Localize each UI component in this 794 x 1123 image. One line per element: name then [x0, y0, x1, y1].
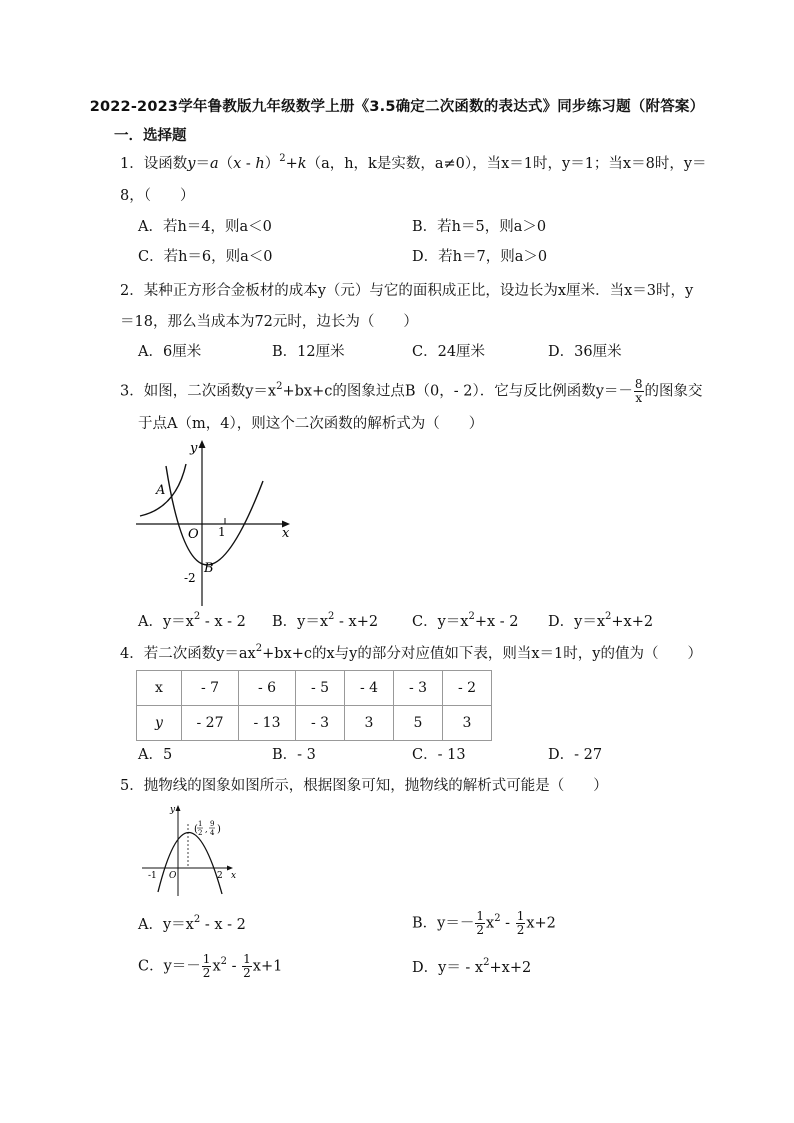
table-cell: y [137, 706, 182, 741]
q4-text-a: 4．若二次函数y＝ax [120, 646, 256, 662]
q5-vertex-paren-open: ( [194, 824, 198, 835]
q3-b-pre: B．y＝x [272, 614, 329, 630]
q5-b-sup: 2 [494, 912, 501, 924]
q4-text-b: +bx+c的x与y的部分对应值如下表，则当x＝1时，y的值为（ ） [262, 646, 702, 662]
q3-c-pre: C．y＝x [412, 614, 469, 630]
q1-exponent: 2 [279, 153, 286, 165]
q3-text-b: +bx+c的图象过点B（0，- 2）．它与反比例函数y＝－ [282, 383, 633, 400]
q5-a-pre: A．y＝x [138, 917, 194, 933]
q5-b-minus: - [500, 915, 515, 932]
q5-c-post: x+1 [252, 958, 283, 975]
q1-var-h: h [255, 156, 265, 172]
q3-option-c[interactable] [412, 613, 519, 631]
q1-number: 1． [120, 156, 144, 172]
q3-label-o: O [188, 527, 199, 542]
q2-option-b[interactable]: B．12厘米 [272, 344, 345, 360]
q5-x-arrow [227, 866, 233, 871]
q5-b-x: x [486, 915, 495, 932]
q1-option-c[interactable]: C．若h＝6，则a＜0 [138, 249, 273, 265]
q3-y-arrow [199, 440, 206, 448]
q3-label-b: B [204, 561, 214, 576]
q4-option-b[interactable]: B．- 3 [272, 747, 316, 763]
table-cell: - 5 [296, 671, 345, 706]
table-cell: - 3 [394, 671, 443, 706]
q3-frac-num: 8 [634, 377, 643, 391]
table-cell: - 13 [239, 706, 296, 741]
section-heading: 一．选择题 [114, 128, 187, 144]
q5-c-frac1-den: 2 [202, 966, 211, 980]
q2-option-d[interactable]: D．36厘米 [548, 344, 622, 360]
table-cell: - 7 [182, 671, 239, 706]
q5-vertex-paren-close: ) [217, 824, 221, 835]
q5-label-x: x [231, 871, 237, 881]
q3-d-post: +x+2 [611, 614, 654, 630]
q3-exponent: 2 [276, 380, 283, 392]
q5-a-post: - x - 2 [200, 917, 246, 933]
q1-minus: - [241, 156, 256, 172]
q3-label-a: A [156, 483, 166, 498]
q1-paren-close: ） [264, 156, 280, 172]
q5-line1: 5．抛物线的图象如图所示，根据图象可知，抛物线的解析式可能是（ ） [120, 778, 608, 794]
table-cell: - 6 [239, 671, 296, 706]
q1-line2: 8，（ ） [120, 188, 195, 204]
q4-option-d[interactable]: D．- 27 [548, 747, 603, 763]
q2-option-c[interactable]: C．24厘米 [412, 344, 486, 360]
table-row [137, 671, 492, 706]
q3-c-sup: 2 [468, 611, 475, 623]
q5-b-pre: B．y＝－ [412, 915, 475, 932]
q3-label-neg2: -2 [184, 571, 196, 585]
page-title: 2022-2023学年鲁教版九年级数学上册《3.5确定二次函数的表达式》同步练习题（附答案） [89, 99, 705, 115]
q5-a-sup: 2 [193, 914, 201, 926]
q3-b-post: - x+2 [334, 614, 379, 630]
table-cell: - 2 [443, 671, 492, 706]
q3-text-a: 3．如图，二次函数y＝x [120, 383, 277, 400]
q3-a-pre: A．y＝x [138, 614, 194, 630]
q4-option-c[interactable]: C．- 13 [412, 747, 466, 763]
q3-a-sup: 2 [193, 611, 201, 623]
q5-d-pre: D．y＝ - x [412, 960, 484, 976]
q5-d-sup: 2 [483, 957, 490, 969]
q1-condition: （a，h，k是实数，a≠0），当x＝1时，y＝1；当x＝8时，y＝ [306, 156, 707, 172]
q1-eq: ＝ [195, 156, 210, 172]
q3-fraction [634, 378, 644, 405]
q5-b-frac1-den: 2 [476, 923, 484, 937]
table-cell: - 27 [182, 706, 239, 741]
q4-line1 [120, 645, 702, 663]
q3-line1 [120, 378, 703, 405]
q1-var-a: a [209, 156, 219, 172]
q5-label-neg1: -1 [148, 871, 157, 881]
q3-graph [136, 436, 296, 608]
q3-option-d[interactable] [548, 613, 653, 631]
q5-option-b[interactable] [412, 910, 556, 937]
q3-label-y: y [190, 441, 198, 456]
q5-option-a[interactable] [138, 916, 246, 934]
q5-label-o: O [169, 871, 177, 881]
q5-b-frac2 [516, 910, 526, 937]
q5-c-pre: C．y＝－ [138, 958, 201, 975]
q1-option-a[interactable]: A．若h＝4，则a＜0 [138, 219, 272, 235]
q4-option-a[interactable]: A．5 [138, 747, 173, 763]
q3-c-post: +x - 2 [474, 614, 519, 630]
q5-b-frac1 [475, 910, 485, 937]
q5-parabola [158, 832, 222, 894]
q3-line2: 于点A（m，4），则这个二次函数的解析式为（ ） [138, 416, 484, 432]
q1-plus: + [285, 156, 298, 172]
q3-d-pre: D．y＝x [548, 614, 605, 630]
q5-c-sup: 2 [220, 955, 227, 967]
table-cell: 3 [345, 706, 394, 741]
q5-c-frac2-den: 2 [243, 966, 251, 980]
q5-c-frac1 [202, 953, 212, 980]
q5-b-frac2-num: 1 [516, 909, 525, 923]
q3-text-c: 的图象交 [644, 383, 703, 400]
q3-label-1: 1 [218, 525, 226, 539]
table-cell: 5 [394, 706, 443, 741]
q1-var-x: x [233, 156, 242, 172]
q3-a-post: - x - 2 [200, 614, 246, 630]
q3-option-b[interactable] [272, 613, 378, 631]
q1-paren-open: （ [218, 156, 234, 172]
q5-c-frac2 [242, 953, 252, 980]
q4-exponent: 2 [255, 643, 263, 655]
q5-c-x: x [212, 958, 221, 975]
q5-vertex-x-den: 2 [198, 829, 203, 837]
q1-text: 设函数 [143, 156, 188, 172]
q1-var-y: y [187, 156, 196, 172]
q5-vertex-y-num: 9 [210, 820, 215, 828]
q5-option-d[interactable] [412, 959, 531, 977]
q1-var-k: k [297, 156, 307, 172]
q5-label-y: y [170, 805, 176, 815]
q1-line1 [120, 155, 707, 173]
q5-b-frac2-den: 2 [516, 923, 525, 937]
table-row [137, 706, 492, 741]
q4-value-table [136, 670, 492, 741]
q1-option-b[interactable]: B．若h＝5，则a＞0 [412, 219, 547, 235]
table-cell: 3 [443, 706, 492, 741]
q3-d-sup: 2 [605, 611, 612, 623]
q5-b-post: x+2 [526, 915, 556, 932]
q3-b-sup: 2 [328, 611, 335, 623]
q3-option-a[interactable] [138, 613, 246, 631]
q5-c-frac2-num: 1 [243, 952, 251, 966]
q2-option-a[interactable]: A．6厘米 [138, 344, 202, 360]
q5-vertex-x-num: 1 [198, 820, 203, 828]
table-cell: - 3 [296, 706, 345, 741]
q3-frac-den: x [635, 391, 643, 405]
table-cell: - 4 [345, 671, 394, 706]
q5-c-minus: - [227, 958, 242, 975]
q3-label-x: x [282, 526, 290, 541]
q5-d-post: +x+2 [489, 960, 532, 976]
q1-option-d[interactable]: D．若h＝7，则a＞0 [412, 249, 548, 265]
q5-y-arrow [176, 805, 181, 811]
q5-b-frac1-num: 1 [476, 909, 484, 923]
table-cell: x [137, 671, 182, 706]
q5-c-frac1-num: 1 [202, 952, 211, 966]
q5-option-c[interactable] [138, 953, 282, 980]
q2-line2: ＝18，那么当成本为72元时，边长为（ ） [120, 314, 418, 330]
q2-line1: 2．某种正方形合金板材的成本y（元）与它的面积成正比，设边长为x厘米．当x＝3时，y [120, 283, 694, 299]
q5-graph [138, 802, 238, 900]
q5-label-2: 2 [217, 871, 223, 881]
q5-vertex-comma: , [205, 825, 208, 834]
q5-vertex-y-den: 4 [210, 829, 215, 837]
